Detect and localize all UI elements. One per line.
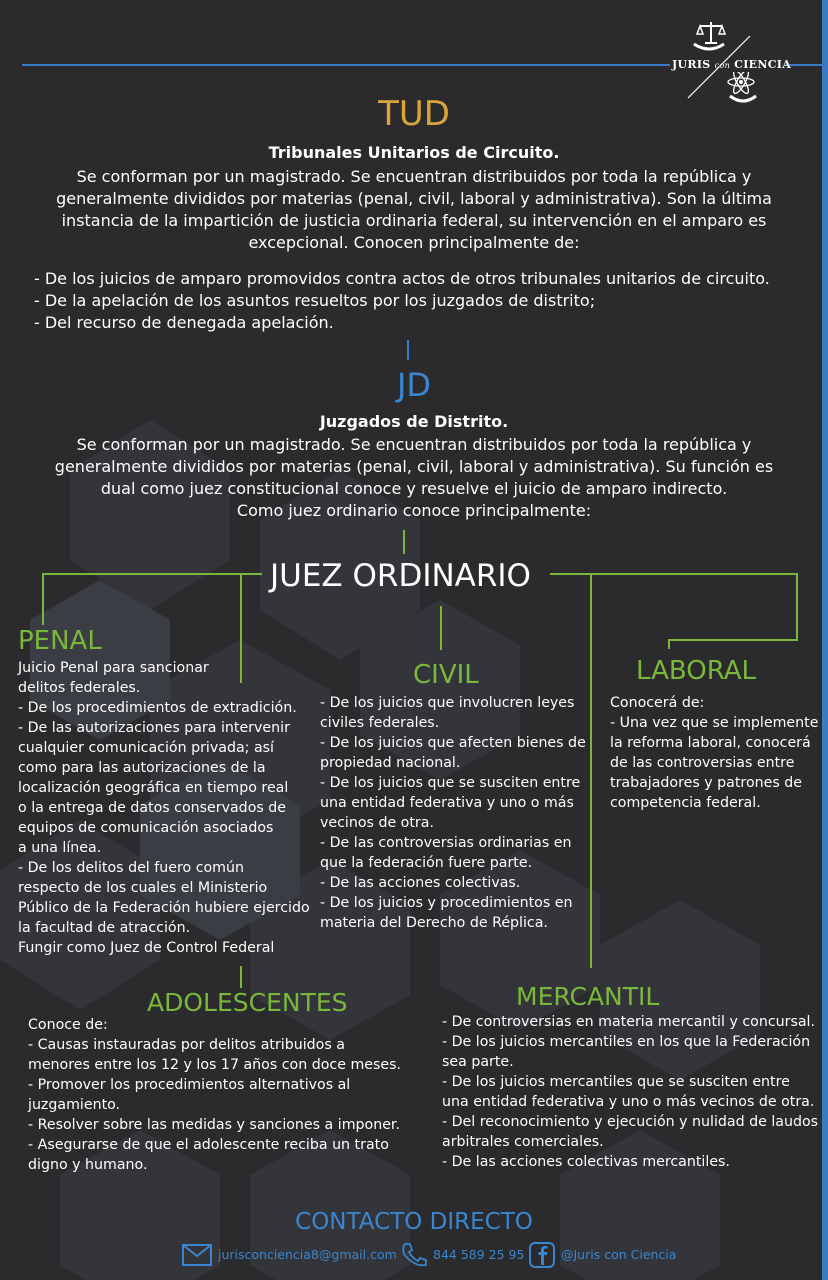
connector-jd-juez xyxy=(403,530,405,554)
adolescentes-list xyxy=(28,1015,401,1175)
tud-desc-line: excepcional. Conocen principalmente de: xyxy=(248,233,580,252)
tud-list xyxy=(34,268,770,334)
list-item: respecto de los cuales el Ministerio xyxy=(18,880,268,896)
tud-title: Tribunales Unitarios de Circuito. xyxy=(268,143,560,162)
connector-tud-jd xyxy=(407,340,409,360)
civil-list xyxy=(320,693,586,933)
list-item: - De los juicios y procedimientos en xyxy=(320,895,573,911)
list-item: la facultad de atracción. xyxy=(18,920,191,936)
list-item: - Asegurarse de que el adolescente reciba un trato xyxy=(28,1137,389,1153)
facebook-icon xyxy=(528,1241,556,1269)
list-item: - Causas instauradas por delitos atribuidos a xyxy=(28,1037,345,1053)
contact-facebook[interactable]: @Juris con Ciencia xyxy=(561,1247,677,1262)
logo-brand-mid: con xyxy=(714,61,731,70)
connector-right-h xyxy=(550,573,798,575)
list-item: digno y humano. xyxy=(28,1157,148,1173)
laboral-title: LABORAL xyxy=(636,656,756,686)
jd-desc-line: dual como juez constitucional conoce y resuelve el juicio de amparo indirecto. xyxy=(100,479,728,498)
list-item: la reforma laboral, conocerá xyxy=(610,735,811,751)
list-item: delitos federales. xyxy=(18,680,141,696)
connector-laboral-right xyxy=(796,573,798,641)
list-item: - De los procedimientos de extradición. xyxy=(18,700,297,716)
jd-description xyxy=(0,434,828,522)
list-item: localización geográfica en tiempo real xyxy=(18,780,289,796)
list-item: - Del reconocimiento y ejecución y nulidad de laudos xyxy=(442,1114,819,1130)
juez-ordinario-title: JUEZ ORDINARIO xyxy=(270,558,531,594)
list-item: vecinos de otra. xyxy=(320,815,434,831)
logo-wordmark xyxy=(672,58,791,71)
list-item: - Promover los procedimientos alternativos al xyxy=(28,1077,351,1093)
list-item: materia del Derecho de Réplica. xyxy=(320,915,548,931)
list-item: propiedad nacional. xyxy=(320,755,461,771)
list-item: civiles federales. xyxy=(320,715,440,731)
list-item: - De la apelación de los asuntos resueltos por los juzgados de distrito; xyxy=(34,291,596,310)
list-item: sea parte. xyxy=(442,1054,514,1070)
list-item: - De las acciones colectivas. xyxy=(320,875,521,891)
adolescentes-title: ADOLESCENTES xyxy=(147,988,348,1017)
list-item: - Una vez que se implemente xyxy=(610,715,819,731)
civil-title: CIVIL xyxy=(413,660,479,690)
list-item: cualquier comunicación privada; así xyxy=(18,740,274,756)
list-item: - Del recurso de denegada apelación. xyxy=(34,313,334,332)
contact-title: CONTACTO DIRECTO xyxy=(295,1209,533,1235)
jd-desc-line: Como juez ordinario conoce principalmente: xyxy=(236,501,592,520)
list-item: que la federación fuere parte. xyxy=(320,855,533,871)
connector-civil xyxy=(440,606,442,650)
list-item: - De los juicios de amparo promovidos contra actos de otros tribunales unitarios de circuito. xyxy=(34,269,770,288)
list-item: - Resolver sobre las medidas y sanciones a imponer. xyxy=(28,1117,400,1133)
connector-mercantil xyxy=(590,573,592,968)
connector-laboral xyxy=(668,639,670,649)
list-item: - De las autorizaciones para intervenir xyxy=(18,720,290,736)
list-item: - De las acciones colectivas mercantiles. xyxy=(442,1154,730,1170)
list-item: menores entre los 12 y los 17 años con doce meses. xyxy=(28,1057,402,1073)
logo-brand-left: JURIS xyxy=(672,58,711,71)
contact-email[interactable]: jurisconciencia8@gmail.com xyxy=(218,1247,397,1262)
jd-desc-line: generalmente divididos por materias (penal, civil, laboral y administrativa). Su función es xyxy=(54,457,774,476)
list-item: una entidad federativa y uno o más vecinos de otra. xyxy=(442,1094,815,1110)
list-item: - De los delitos del fuero común xyxy=(18,860,244,876)
list-item: Público de la Federación hubiere ejercido xyxy=(18,900,310,916)
list-item: de las controversias entre xyxy=(610,755,795,771)
list-item: Juicio Penal para sancionar xyxy=(18,660,209,676)
tud-desc-line: instancia de la impartición de justicia ordinaria federal, su intervención en el amparo es xyxy=(61,211,767,230)
connector-penal xyxy=(42,573,44,625)
list-item: o la entrega de datos conservados de xyxy=(18,800,287,816)
contact-phone[interactable]: 844 589 25 95 xyxy=(433,1247,525,1262)
list-item: equipos de comunicación asociados xyxy=(18,820,274,836)
list-item: - De los juicios que afecten bienes de xyxy=(320,735,586,751)
list-item: - De los juicios que involucren leyes xyxy=(320,695,575,711)
logo-brand-right: CIENCIA xyxy=(734,58,792,71)
list-item: arbitrales comerciales. xyxy=(442,1134,604,1150)
connector-adolescentes xyxy=(240,966,242,988)
list-item: a una línea. xyxy=(18,840,102,856)
list-item: - De los juicios mercantiles que se susciten entre xyxy=(442,1074,790,1090)
jd-title: Juzgados de Distrito. xyxy=(319,412,509,431)
tud-desc-line: generalmente divididos por materias (penal, civil, laboral y administrativa). Son la última xyxy=(56,189,772,208)
mercantil-list xyxy=(442,1012,818,1172)
list-item: trabajadores y patrones de xyxy=(610,775,802,791)
header-divider xyxy=(22,64,670,66)
connector-laboral-h xyxy=(668,639,798,641)
connector-left-h xyxy=(42,573,262,575)
tud-desc-line: Se conforman por un magistrado. Se encuentran distribuidos por toda la república y xyxy=(76,167,752,186)
tud-description xyxy=(0,166,828,254)
list-item: una entidad federativa y uno o más xyxy=(320,795,574,811)
header-divider-right xyxy=(786,64,822,66)
jd-acronym: JD xyxy=(396,366,432,404)
list-item: - De los juicios que se susciten entre xyxy=(320,775,581,791)
mail-icon xyxy=(182,1244,212,1266)
list-item: - De las controversias ordinarias en xyxy=(320,835,572,851)
atom-icon xyxy=(726,72,756,94)
list-item: competencia federal. xyxy=(610,795,761,811)
list-item: - De los juicios mercantiles en los que la Federación xyxy=(442,1034,811,1050)
list-item: como para las autorizaciones de la xyxy=(18,760,266,776)
list-item: Fungir como Juez de Control Federal xyxy=(18,940,275,956)
penal-title: PENAL xyxy=(18,626,102,656)
penal-list xyxy=(18,658,310,958)
list-item: Conoce de: xyxy=(28,1017,108,1033)
laboral-list xyxy=(610,693,818,813)
list-item: juzgamiento. xyxy=(28,1097,121,1113)
mercantil-title: MERCANTIL xyxy=(516,982,660,1011)
list-item: Conocerá de: xyxy=(610,695,705,711)
tud-acronym: TUD xyxy=(378,94,450,134)
jd-desc-line: Se conforman por un magistrado. Se encuentran distribuidos por toda la república y xyxy=(76,435,752,454)
list-item: - De controversias en materia mercantil y concursal. xyxy=(442,1014,815,1030)
phone-icon xyxy=(400,1242,428,1268)
